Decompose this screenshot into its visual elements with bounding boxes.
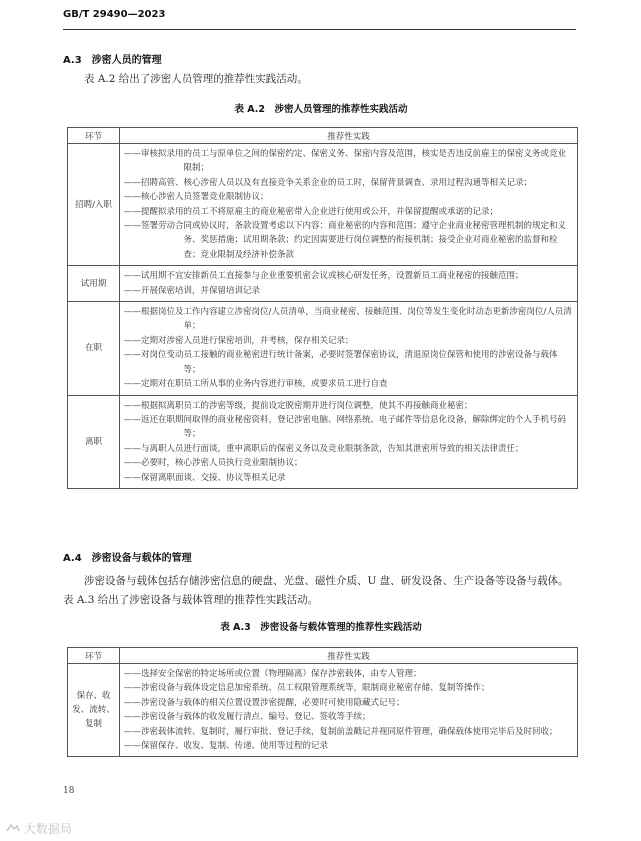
table-a2-stage-departure: 离职 <box>68 395 120 488</box>
practice-item: ——根据拟离职员工的涉密等级，提前设定脱密期并进行岗位调整，使其不再接触商业秘密； <box>124 400 473 411</box>
practice-item: ——签署劳动合同或协议时，条款设置考虑以下内容：商业秘密的内容和范围；遵守企业商业秘密管理机制的规定和义务、奖惩措施；试用期条款；约定因需要进行岗位调整的衔接机制；接受企业对商业秘密的监督和检查；竞业限制及经济补偿条款 <box>124 221 567 260</box>
header-rule <box>63 29 576 30</box>
section-a4-heading: A.4 涉密设备与载体的管理 <box>63 553 192 564</box>
practice-item: ——保留离职面谈、交接、协议等相关记录 <box>124 472 286 483</box>
practice-item: ——涉密设备与载体的相关位置设置涉密提醒，必要时可使用隐藏式记号； <box>124 697 405 708</box>
page-number: 18 <box>63 786 75 796</box>
practice-item: ——根据岗位及工作内容建立涉密岗位/人员清单，当商业秘密、接触范围、岗位等发生变化时动态更新涉密岗位/人员清单； <box>124 307 572 332</box>
table-a2-header-row <box>68 128 578 144</box>
section-a3-intro: 表 A.2 给出了涉密人员管理的推荐性实践活动。 <box>84 73 308 85</box>
table-a2-items-departure <box>120 395 578 488</box>
table-a2-row-recruit <box>68 144 578 266</box>
table-a2-items-probation <box>120 266 578 302</box>
practice-item: ——涉密设备与载体设定信息加密系统、员工权限管理系统等，限制商业秘密存储、复制等操作； <box>124 683 490 694</box>
practice-item: ——对岗位变动员工接触的商业秘密进行统计备案，必要时签署保密协议，清退原岗位保管和使用的涉密设备与载体等； <box>124 350 558 375</box>
table-a2-row-employed <box>68 302 578 395</box>
practice-item: ——保留保存、收发、复制、传递、使用等过程的记录 <box>124 741 329 752</box>
section-a4-intro: 涉密设备与载体包括存储涉密信息的硬盘、光盘、磁性介质、U 盘、研发设备、生产设备等设备与载体。表 A.3 给出了涉密设备与载体管理的推荐性实践活动。 <box>63 575 569 606</box>
table-a3 <box>67 647 578 757</box>
table-a3-caption: 表 A.3 涉密设备与载体管理的推荐性实践活动 <box>220 622 422 633</box>
table-a2-header-stage: 环节 <box>68 128 120 144</box>
table-a2-row-probation <box>68 266 578 302</box>
watermark <box>6 820 72 837</box>
table-a2-stage-probation: 试用期 <box>68 266 120 302</box>
practice-item: ——涉密载体流转、复制时，履行审批、登记手续，复制前盖戳记并视同原件管理，确保载体使用完毕后及时回收； <box>124 726 558 737</box>
table-a2-items-employed <box>120 302 578 395</box>
table-a3-header-stage: 环节 <box>68 648 120 664</box>
practice-item: ——涉密设备与载体的收发履行清点、编号、登记、签收等手续； <box>124 712 371 723</box>
practice-item: ——选择安全保密的特定场所或位置（物理隔离）保存涉密载体，由专人管理； <box>124 669 422 679</box>
section-a3-heading: A.3 涉密人员的管理 <box>63 55 162 66</box>
practice-item: ——核心涉密人员签署竞业限制协议； <box>124 192 269 203</box>
practice-item: ——必要时，核心涉密人员执行竞业限制协议； <box>124 458 303 469</box>
standard-number: GB/T 29490—2023 <box>63 9 166 20</box>
table-a3-header-practice: 推荐性实践 <box>120 648 578 664</box>
table-a2 <box>67 127 578 489</box>
practice-item: ——招聘高管、核心涉密人员以及有直接竞争关系企业的员工时，保留背景调查、录用过程沟通等相关记录； <box>124 177 533 188</box>
practice-item: ——返还在职期间取得的商业秘密资料，登记涉密电脑、网络系统、电子邮件等信息化设备，解除绑定的个人手机号码等； <box>124 414 567 440</box>
table-a2-stage-employed: 在职 <box>68 302 120 395</box>
practice-item: ——试用期不宜安排新员工直接参与企业重要机密会议或核心研发任务，设置新员工商业秘密的接触范围； <box>124 271 524 282</box>
table-a2-stage-recruit: 招聘/入职 <box>68 144 120 266</box>
table-a2-caption: 表 A.2 涉密人员管理的推荐性实践活动 <box>234 104 408 115</box>
table-a3-items-storage <box>120 664 578 757</box>
practice-item: ——定期对涉密人员进行保密培训，并考核，保存相关记录； <box>124 335 354 346</box>
practice-item: ——定期对在职员工所从事的业务内容进行审核，或要求员工进行自查 <box>124 379 388 390</box>
practice-item: ——与离职人员进行面谈，重申离职后的保密义务以及竞业限制条款，告知其泄密所导致的相关法律责任； <box>124 443 524 454</box>
practice-item: ——提醒拟录用的员工不将原雇主的商业秘密带入企业进行使用或公开，并保留提醒或承诺的记录； <box>124 206 499 217</box>
table-a3-stage-storage: 保存、收发、流转、复制 <box>68 664 120 757</box>
table-a3-row-storage <box>68 664 578 757</box>
watermark-text: 大数据局 <box>23 822 72 836</box>
practice-item: ——开展保密培训，并保留培训记录 <box>124 285 261 296</box>
table-a2-items-recruit <box>120 144 578 266</box>
table-a2-row-departure <box>68 395 578 488</box>
table-a3-header-row <box>68 648 578 664</box>
table-a2-header-practice: 推荐性实践 <box>120 128 578 144</box>
watermark-logo-icon <box>6 823 20 834</box>
practice-item: ——审核拟录用的员工与原单位之间的保密约定、保密义务、保密内容及范围，核实是否违反前雇主的保密义务或竞业限制； <box>124 149 567 174</box>
